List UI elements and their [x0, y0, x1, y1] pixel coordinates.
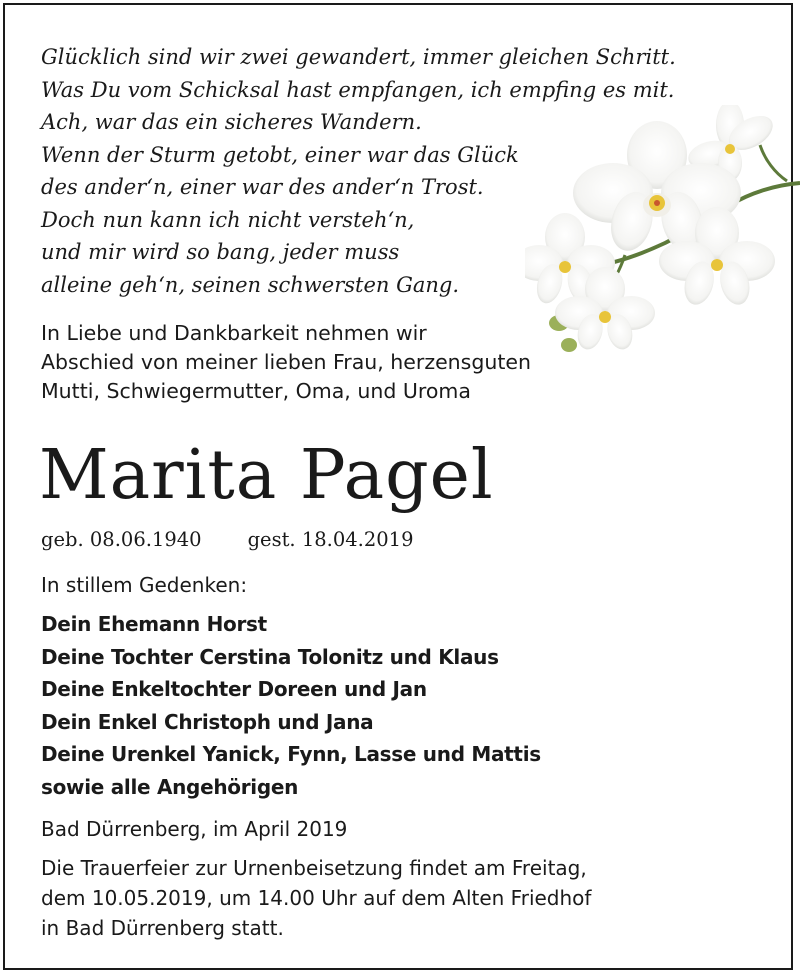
poem-line: Glücklich sind wir zwei gewandert, immer gleichen Schritt.: [41, 45, 676, 69]
intro-text: [41, 319, 531, 406]
intro-line: Abschied von meiner lieben Frau, herzensguten: [41, 350, 532, 374]
birth-date: geb. 08.06.1940: [41, 528, 202, 551]
memory-heading: In stillem Gedenken:: [41, 573, 248, 597]
ceremony-line: dem 10.05.2019, um 14.00 Uhr auf dem Alten Friedhof: [41, 886, 592, 910]
obituary-frame: [3, 3, 793, 970]
orchid-bud: [561, 338, 577, 352]
death-date: gest. 18.04.2019: [247, 528, 414, 551]
mourner-item: Dein Ehemann Horst: [41, 612, 267, 636]
deceased-name: Marita Pagel: [39, 436, 494, 515]
ceremony-line: in Bad Dürrenberg statt.: [41, 916, 284, 940]
mourner-item: sowie alle Angehörigen: [41, 774, 299, 799]
poem-line: Ach, war das ein sicheres Wandern.: [41, 110, 422, 134]
poem-line: des ander‘n, einer war des ander‘n Trost.: [41, 175, 484, 199]
life-dates: [41, 525, 413, 555]
poem-line: Doch nun kann ich nicht versteh‘n,: [41, 207, 415, 232]
poem-line: Was Du vom Schicksal hast empfangen, ich empfing es mit.: [41, 77, 675, 102]
intro-line: Mutti, Schwiegermutter, Oma, und Uroma: [41, 379, 471, 403]
intro-line: In Liebe und Dankbarkeit nehmen wir: [41, 321, 427, 345]
poem-line: und mir wird so bang, jeder muss: [41, 240, 400, 264]
poem-line: alleine geh‘n, seinen schwersten Gang.: [41, 272, 460, 297]
orchid-image: [525, 105, 800, 365]
ceremony-notice: [41, 853, 591, 943]
mourner-item: Deine Tochter Cerstina Tolonitz und Klaus: [41, 644, 499, 669]
ceremony-line: Die Trauerfeier zur Urnenbeisetzung findet am Freitag,: [41, 856, 587, 880]
mourner-item: Deine Urenkel Yanick, Fynn, Lasse und Mattis: [41, 742, 541, 767]
orchid-stem: [760, 145, 787, 181]
mourners-list: [41, 608, 541, 804]
place-date: Bad Dürrenberg, im April 2019: [41, 817, 348, 841]
poem-line: Wenn der Sturm getobt, einer war das Glück: [41, 142, 519, 167]
mourner-item: Dein Enkel Christoph und Jana: [41, 709, 374, 734]
mourner-item: Deine Enkeltochter Doreen und Jan: [41, 677, 427, 702]
